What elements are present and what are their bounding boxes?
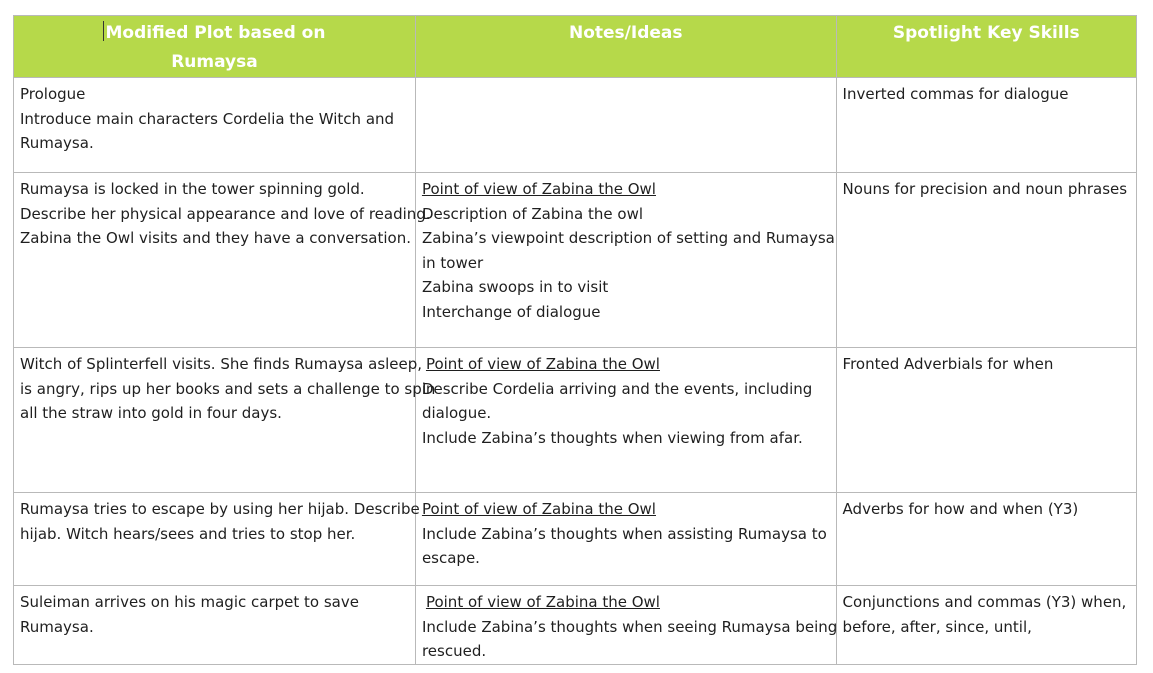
notes-line: Interchange of dialogue bbox=[421, 302, 601, 321]
notes-line: Describe Cordelia arriving and the events, including bbox=[421, 379, 813, 398]
notes-line: Zabina swoops in to visit bbox=[421, 278, 609, 297]
skills-line: Conjunctions and commas (Y3) when, bbox=[842, 593, 1127, 611]
plot-cell[interactable] bbox=[14, 348, 436, 493]
story-plan-table bbox=[13, 15, 1137, 665]
plot-line: Describe her physical appearance and love of reading. bbox=[20, 204, 431, 223]
notes-cell[interactable] bbox=[415, 586, 836, 665]
plot-line: Witch of Splinterfell visits. She finds Rumaysa asleep, bbox=[20, 355, 423, 373]
notes-cell[interactable] bbox=[415, 348, 836, 493]
skills-cell[interactable] bbox=[836, 173, 1136, 348]
notes-line: escape. bbox=[421, 549, 480, 568]
notes-cell[interactable] bbox=[415, 173, 836, 348]
skills-line: Nouns for precision and noun phrases bbox=[842, 180, 1128, 198]
plot-line: is angry, rips up her books and sets a challenge to spin bbox=[20, 379, 436, 398]
skills-cell[interactable] bbox=[836, 493, 1136, 586]
table-row bbox=[14, 493, 1137, 586]
skills-cell[interactable] bbox=[836, 348, 1136, 493]
header-row bbox=[14, 16, 1137, 78]
plot-cell[interactable] bbox=[14, 78, 416, 173]
plot-line: Zabina the Owl visits and they have a conversation. bbox=[20, 229, 412, 248]
table-row bbox=[14, 173, 1137, 348]
skills-line: Adverbs for how and when (Y3) bbox=[842, 500, 1079, 518]
plot-cell[interactable] bbox=[14, 493, 420, 586]
plot-cell[interactable] bbox=[14, 586, 416, 665]
notes-line: rescued. bbox=[421, 642, 487, 661]
header-notes[interactable] bbox=[415, 16, 836, 78]
plot-line: Suleiman arrives on his magic carpet to save bbox=[20, 593, 359, 611]
notes-cell[interactable] bbox=[415, 78, 836, 173]
header-plot[interactable] bbox=[14, 16, 416, 78]
table-row bbox=[14, 586, 1137, 665]
plot-line: Rumaysa. bbox=[20, 617, 94, 636]
notes-line: Description of Zabina the owl bbox=[421, 204, 643, 223]
skills-line: Fronted Adverbials for when bbox=[842, 355, 1054, 373]
notes-heading: Point of view of Zabina the Owl bbox=[421, 500, 656, 518]
notes-line: dialogue. bbox=[421, 404, 492, 423]
notes-heading: Point of view of Zabina the Owl bbox=[425, 355, 660, 373]
skills-line: Inverted commas for dialogue bbox=[842, 85, 1069, 103]
table-row bbox=[14, 348, 1137, 493]
notes-heading: Point of view of Zabina the Owl bbox=[425, 593, 660, 611]
header-plot-line1: Modified Plot based on bbox=[105, 23, 326, 43]
skills-line: before, after, since, until, bbox=[842, 617, 1032, 636]
skills-cell[interactable] bbox=[836, 78, 1136, 173]
notes-line: in tower bbox=[421, 253, 484, 272]
notes-line: Include Zabina’s thoughts when seeing Rumaysa being bbox=[421, 617, 838, 636]
skills-cell[interactable] bbox=[836, 586, 1136, 665]
plot-line: Introduce main characters Cordelia the Witch and bbox=[20, 109, 395, 128]
notes-line: Zabina’s viewpoint description of setting and Rumaysa bbox=[421, 229, 835, 248]
table-row bbox=[14, 78, 1137, 173]
notes-cell[interactable] bbox=[415, 493, 836, 586]
plot-line: Rumaysa tries to escape by using her hijab. Describe bbox=[20, 500, 420, 518]
notes-line: Include Zabina’s thoughts when viewing from afar. bbox=[421, 428, 803, 447]
plot-line: Rumaysa. bbox=[20, 134, 94, 153]
plot-line: hijab. Witch hears/sees and tries to stop her. bbox=[20, 524, 356, 543]
header-plot-line2: Rumaysa bbox=[171, 52, 258, 72]
header-skills[interactable] bbox=[836, 16, 1136, 78]
notes-line: Include Zabina’s thoughts when assisting Rumaysa to bbox=[421, 524, 827, 543]
header-skills-label: Spotlight Key Skills bbox=[892, 23, 1080, 43]
header-notes-label: Notes/Ideas bbox=[568, 23, 683, 43]
plot-line: Prologue bbox=[20, 85, 86, 103]
plot-cell[interactable] bbox=[14, 173, 431, 348]
plot-line: Rumaysa is locked in the tower spinning gold. bbox=[20, 180, 365, 198]
plot-line: all the straw into gold in four days. bbox=[20, 404, 282, 423]
notes-heading: Point of view of Zabina the Owl bbox=[421, 180, 656, 198]
